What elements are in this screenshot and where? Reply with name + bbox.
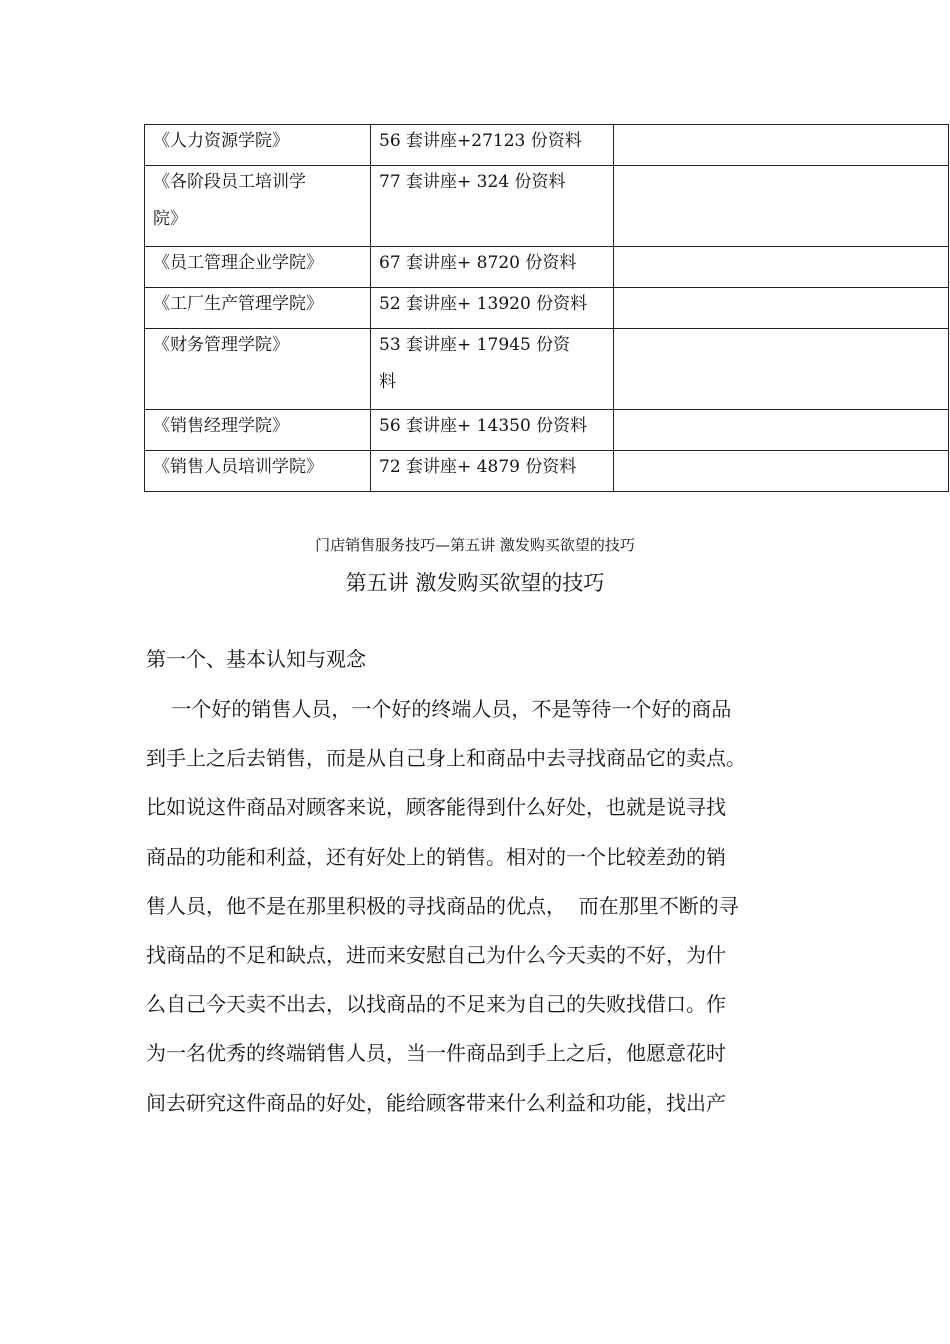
empty-cell: [614, 247, 949, 288]
course-name: 《人力资源学院》: [153, 131, 289, 151]
course-name-continued: 院》: [153, 209, 187, 229]
table-row: [145, 451, 949, 492]
course-name: 《各阶段员工培训学: [153, 172, 306, 192]
course-detail-cell: [371, 247, 614, 288]
course-name: 《财务管理学院》: [153, 335, 289, 355]
empty-cell: [614, 329, 949, 410]
empty-cell: [614, 410, 949, 451]
table-row: [145, 288, 949, 329]
course-detail: 53 套讲座+ 17945 份资: [379, 335, 571, 355]
course-name-cell: [145, 329, 371, 410]
document-subheading: 门店销售服务技巧—第五讲 激发购买欲望的技巧: [315, 536, 635, 554]
paragraph-line: 为一名优秀的终端销售人员，当一件商品到手上之后，他愿意花时: [146, 1041, 726, 1066]
course-detail: 67 套讲座+ 8720 份资料: [379, 253, 577, 273]
course-detail-cell: [371, 166, 614, 247]
course-detail-continued: 料: [379, 372, 396, 392]
empty-cell: [614, 451, 949, 492]
paragraph-line: 一个好的销售人员，一个好的终端人员，不是等待一个好的商品: [146, 697, 732, 721]
course-name-cell: [145, 166, 371, 247]
course-detail-cell: [371, 125, 614, 166]
course-name-cell: [145, 288, 371, 329]
empty-cell: [614, 166, 949, 247]
course-detail-cell: [371, 329, 614, 410]
table-row: [145, 125, 949, 166]
course-detail: 77 套讲座+ 324 份资料: [379, 172, 566, 192]
course-table: [144, 124, 949, 492]
table-row: [145, 247, 949, 288]
document-title: 第五讲 激发购买欲望的技巧: [345, 571, 605, 595]
course-name: 《工厂生产管理学院》: [153, 294, 323, 314]
course-detail-cell: [371, 451, 614, 492]
empty-cell: [614, 125, 949, 166]
paragraph-line: 售人员，他不是在那里积极的寻找商品的优点， 而在那里不断的寻: [146, 893, 739, 918]
body-paragraph: [146, 685, 811, 1128]
course-name-cell: [145, 451, 371, 492]
paragraph-line: 比如说这件商品对顾客来说，顾客能得到什么好处，也就是说寻找: [146, 795, 726, 820]
course-detail: 72 套讲座+ 4879 份资料: [379, 457, 577, 477]
course-name-cell: [145, 247, 371, 288]
course-name: 《员工管理企业学院》: [153, 253, 323, 273]
section-heading: 第一个、基本认知与观念: [146, 647, 366, 671]
table-row: [145, 329, 949, 410]
course-detail: 56 套讲座+ 14350 份资料: [379, 416, 588, 436]
paragraph-line: 么自己今天卖不出去，以找商品的不足来为自己的失败找借口。作: [146, 992, 726, 1017]
paragraph-line: 商品的功能和利益，还有好处上的销售。相对的一个比较差劲的销: [146, 844, 726, 869]
paragraph-line: 找商品的不足和缺点，进而来安慰自己为什么今天卖的不好，为什: [146, 943, 726, 968]
table-row: [145, 166, 949, 247]
paragraph-line: 到手上之后去销售，而是从自己身上和商品中去寻找商品它的卖点。: [146, 746, 746, 771]
course-name-cell: [145, 410, 371, 451]
course-name-cell: [145, 125, 371, 166]
course-name: 《销售人员培训学院》: [153, 457, 323, 477]
table-row: [145, 410, 949, 451]
course-name: 《销售经理学院》: [153, 416, 289, 436]
paragraph-line: 间去研究这件商品的好处，能给顾客带来什么利益和功能，找出产: [146, 1090, 726, 1115]
course-detail: 52 套讲座+ 13920 份资料: [379, 294, 588, 314]
course-detail-cell: [371, 410, 614, 451]
course-detail-cell: [371, 288, 614, 329]
empty-cell: [614, 288, 949, 329]
course-detail: 56 套讲座+27123 份资料: [379, 131, 582, 151]
